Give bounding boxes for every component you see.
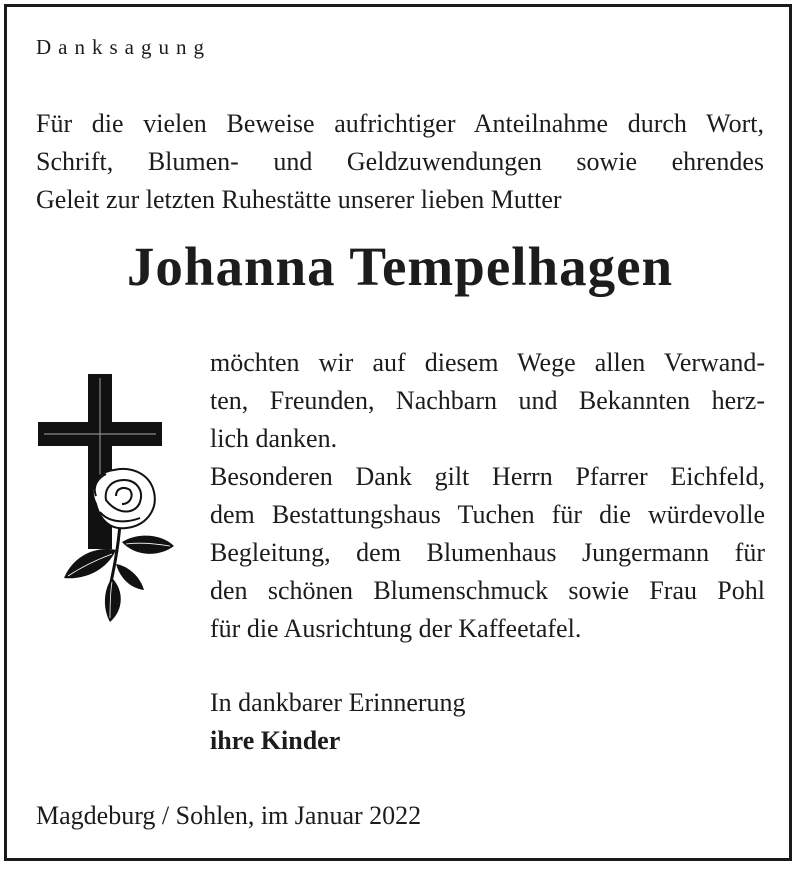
body-paragraph bbox=[210, 344, 765, 648]
rose-icon bbox=[93, 469, 155, 528]
closing-block bbox=[210, 684, 466, 760]
body-line: Besonderen Dank gilt Herrn Pfarrer Eichfeld, bbox=[210, 462, 765, 491]
cross-with-rose-graphic bbox=[36, 374, 178, 624]
cross-with-rose-icon bbox=[36, 374, 178, 624]
body-line: den schönen Blumenschmuck sowie Frau Pohl bbox=[210, 576, 765, 605]
intro-paragraph bbox=[36, 105, 764, 219]
body-line: ten, Freunden, Nachbarn und Bekannten herz- bbox=[210, 386, 765, 415]
intro-line: Schrift, Blumen- und Geldzuwendungen sowie ehrendes bbox=[36, 147, 764, 176]
place-date: Magdeburg / Sohlen, im Januar 2022 bbox=[36, 801, 422, 830]
body-line: dem Bestattungshaus Tuchen für die würdevolle bbox=[210, 500, 765, 529]
deceased-name: Johanna Tempelhagen bbox=[126, 236, 674, 297]
body-line: möchten wir auf diesem Wege allen Verwand- bbox=[210, 348, 765, 377]
signer: ihre Kinder bbox=[210, 726, 341, 755]
rose-leaves-icon bbox=[64, 536, 174, 622]
body-line: Begleitung, dem Blumenhaus Jungermann für bbox=[210, 538, 765, 567]
intro-line: Geleit zur letzten Ruhestätte unserer lieben Mutter bbox=[36, 185, 562, 214]
body-line: für die Ausrichtung der Kaffeetafel. bbox=[210, 614, 582, 643]
body-line: lich danken. bbox=[210, 424, 338, 453]
intro-line: Für die vielen Beweise aufrichtiger Anteilnahme durch Wort, bbox=[36, 109, 764, 138]
notice-heading: Danksagung bbox=[36, 35, 211, 59]
closing-phrase: In dankbarer Erinnerung bbox=[210, 688, 466, 717]
